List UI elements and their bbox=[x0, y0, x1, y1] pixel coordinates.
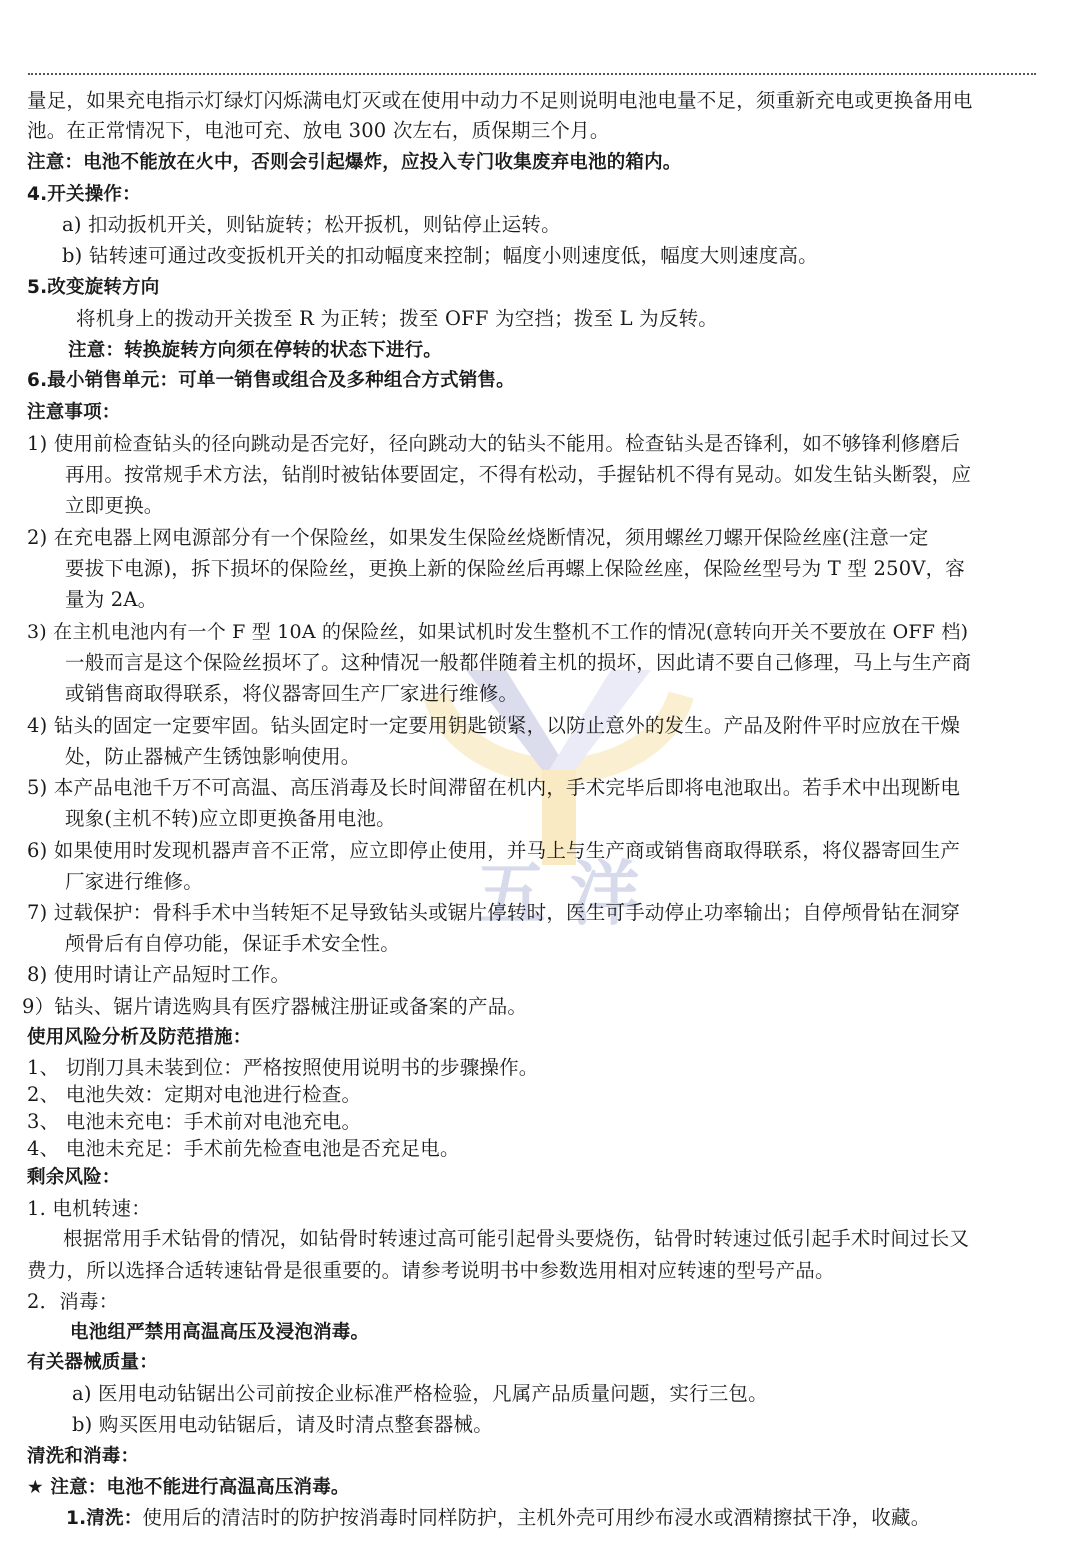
section-heading-switch: 4.开关操作： bbox=[27, 184, 141, 205]
list-item: b) 购买医用电动钻锯后，请及时清点整套器械。 bbox=[72, 1413, 493, 1436]
list-item-cont: 一般而言是这个保险丝损坏了。这种情况一般都伴随着主机的损坏，因此请不要自己修理，马上与生产商 bbox=[65, 651, 972, 674]
list-item-cont: 量为 2A。 bbox=[65, 588, 158, 611]
section-heading-notes: 注意事项： bbox=[27, 402, 121, 423]
list-item: 2．消毒： bbox=[27, 1290, 119, 1313]
paragraph-line: 池。在正常情况下，电池可充、放电 300 次左右，质保期三个月。 bbox=[27, 119, 610, 142]
cleaning-text: 使用后的清洁时的防护按消毒时同样防护，主机外壳可用纱布浸水或酒精擦拭干净，收藏。 bbox=[142, 1506, 931, 1529]
list-item: 2、 电池失效：定期对电池进行检查。 bbox=[27, 1083, 362, 1106]
paragraph-line: 根据常用手术钻骨的情况，如钻骨时转速过高可能引起骨头要烧伤，钻骨时转速过低引起手术时间过长又 bbox=[63, 1227, 970, 1250]
list-item: 8) 使用时请让产品短时工作。 bbox=[27, 963, 291, 986]
list-item-cont: 处，防止器械产生锈蚀影响使用。 bbox=[65, 745, 361, 768]
list-item: 4、 电池未充足：手术前先检查电池是否充足电。 bbox=[27, 1137, 460, 1160]
paragraph-line: 费力，所以选择合适转速钻骨是很重要的。请参考说明书中参数选用相对应转速的型号产品。 bbox=[27, 1259, 835, 1282]
list-item: 6) 如果使用时发现机器声音不正常，应立即停止使用，并马上与生产商或销售商取得联系，将仪器寄回生产 bbox=[27, 839, 961, 862]
list-item-cont: 厂家进行维修。 bbox=[65, 870, 203, 893]
section-heading-cleaning: 清洗和消毒： bbox=[27, 1446, 140, 1467]
list-item-cont: 立即更换。 bbox=[65, 494, 164, 517]
section-heading-direction: 5.改变旋转方向 bbox=[27, 277, 160, 298]
battery-fire-warning: 注意：电池不能放在火中，否则会引起爆炸，应投入专门收集废弃电池的箱内。 bbox=[27, 152, 682, 173]
watermark-text: 五 洋 bbox=[475, 853, 641, 930]
list-item-cont: 或销售商取得联系，将仪器寄回生产厂家进行维修。 bbox=[65, 682, 519, 705]
section-heading-quality: 有关器械质量： bbox=[27, 1352, 158, 1373]
cleaning-warning: ★ 注意：电池不能进行高温高压消毒。 bbox=[27, 1477, 350, 1498]
paragraph-line: 将机身上的拨动开关拨至 R 为正转；拨至 OFF 为空挡；拨至 L 为反转。 bbox=[76, 307, 718, 330]
list-item: a) 医用电动钻锯出公司前按企业标准严格检验，凡属产品质量问题，实行三包。 bbox=[72, 1382, 768, 1405]
list-item: 5) 本产品电池千万不可高温、高压消毒及长时间滞留在机内，手术完毕后即将电池取出。若手术中出现断电 bbox=[27, 776, 961, 799]
direction-note: 注意：转换旋转方向须在停转的状态下进行。 bbox=[68, 340, 443, 361]
list-item-cont: 要拔下电源)，拆下损坏的保险丝，更换上新的保险丝后再螺上保险丝座，保险丝型号为 T 型 250V，容 bbox=[65, 557, 966, 580]
cleaning-label: 1.清洗： bbox=[66, 1508, 143, 1529]
disinfection-warning: 电池组严禁用高温高压及浸泡消毒。 bbox=[70, 1322, 370, 1343]
list-item-cont: 再用。按常规手术方法，钻削时被钻体要固定，不得有松动，手握钻机不得有晃动。如发生钻头断裂，应 bbox=[65, 463, 972, 486]
paragraph-line: 量足，如果充电指示灯绿灯闪烁满电灯灭或在使用中动力不足则说明电池电量不足，须重新充电或更换备用电 bbox=[27, 89, 973, 112]
list-item: 1. 电机转速： bbox=[27, 1197, 151, 1220]
list-item: 3、 电池未充电：手术前对电池充电。 bbox=[27, 1110, 362, 1133]
list-item: b) 钻转速可通过改变扳机开关的扣动幅度来控制；幅度小则速度低，幅度大则速度高。 bbox=[62, 244, 818, 267]
list-item: 7) 过载保护：骨科手术中当转矩不足导致钻头或锯片停转时，医生可手动停止功率输出；自停颅骨钻在洞穿 bbox=[27, 901, 961, 924]
cleaning-item bbox=[66, 1505, 930, 1532]
top-dotted-rule bbox=[28, 73, 1036, 75]
list-item: 2) 在充电器上网电源部分有一个保险丝，如果发生保险丝烧断情况，须用螺丝刀螺开保险丝座(注意一定 bbox=[27, 526, 929, 549]
list-item-cont: 颅骨后有自停功能，保证手术安全性。 bbox=[65, 932, 400, 955]
list-item: a) 扣动扳机开关，则钻旋转；松开扳机，则钻停止运转。 bbox=[62, 213, 561, 236]
section-heading-residual: 剩余风险： bbox=[27, 1167, 121, 1188]
list-item: 1) 使用前检查钻头的径向跳动是否完好，径向跳动大的钻头不能用。检查钻头是否锋利，如不够锋利修磨后 bbox=[27, 432, 961, 455]
list-item: 9）钻头、锯片请选购具有医疗器械注册证或备案的产品。 bbox=[22, 995, 528, 1018]
list-item: 1、 切削刀具未装到位：严格按照使用说明书的步骤操作。 bbox=[27, 1056, 539, 1079]
list-item: 3) 在主机电池内有一个 F 型 10A 的保险丝，如果试机时发生整机不工作的情况(意转向开关不要放在 OFF 档) bbox=[27, 621, 969, 643]
list-item-cont: 现象(主机不转)应立即更换备用电池。 bbox=[65, 807, 396, 830]
section-heading-sales-unit: 6.最小销售单元：可单一销售或组合及多种组合方式销售。 bbox=[27, 370, 515, 391]
section-heading-risk: 使用风险分析及防范措施： bbox=[27, 1027, 252, 1048]
list-item: 4) 钻头的固定一定要牢固。钻头固定时一定要用钥匙锁紧，以防止意外的发生。产品及附件平时应放在干燥 bbox=[27, 714, 961, 737]
